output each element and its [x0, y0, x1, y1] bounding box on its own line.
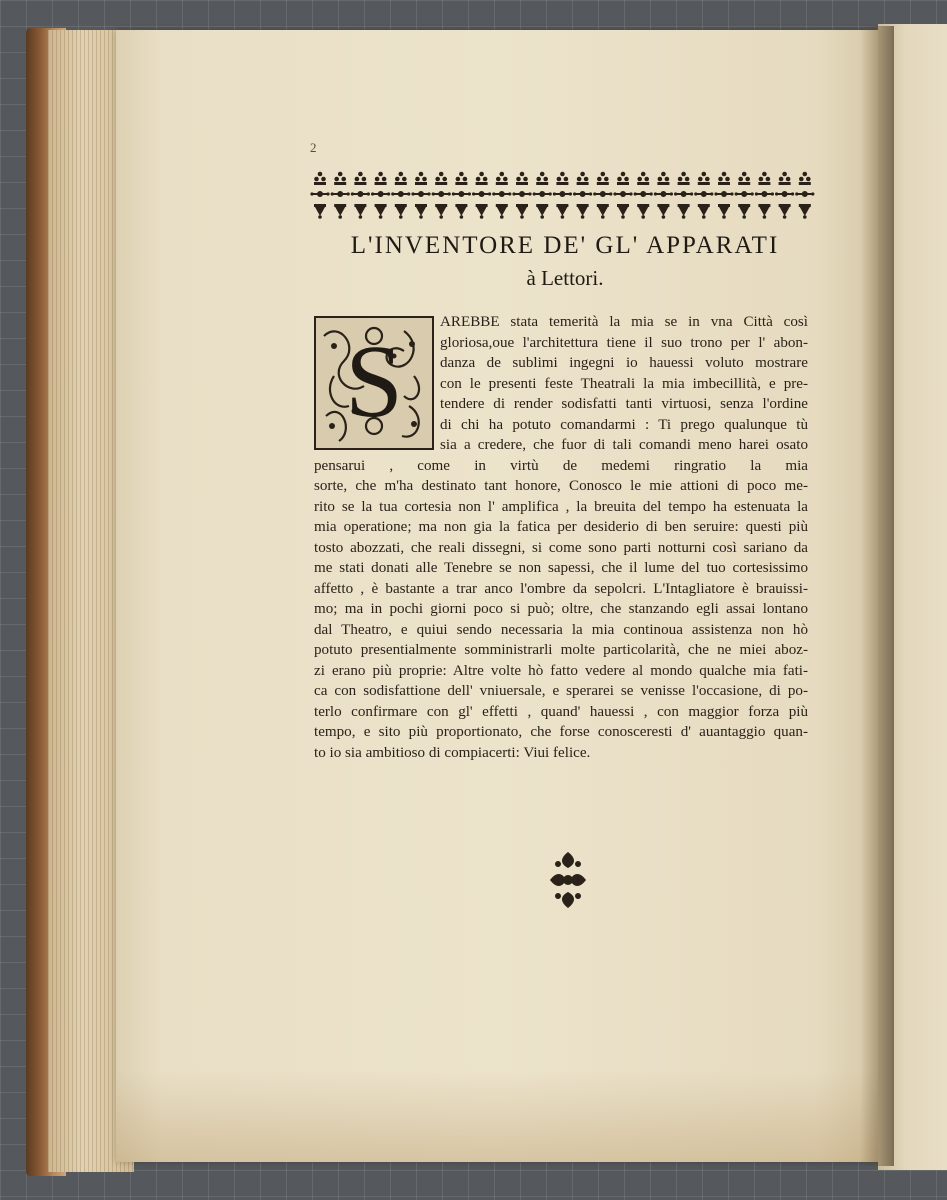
ornament-glyph	[496, 204, 508, 219]
text-line: dal Theatro, e quiui sendo necessaria la mia continoua assistenza non hò	[314, 621, 808, 638]
ornament-glyph	[375, 172, 387, 185]
ornament-glyph	[755, 191, 774, 197]
text-line: tempo, e sito più proportionato, che forse conosceresti d' auantaggio quan-	[314, 724, 808, 740]
text-line: mo; ma in pochi giorni poco si può; oltre, che stanzando egli assai lontano	[314, 601, 808, 617]
dropcap-letter: S	[345, 324, 403, 439]
ornament-glyph	[476, 204, 488, 219]
text-line: con le presenti feste Theatrali la mia imbecillità, e pre-	[440, 375, 808, 392]
ornament-glyph	[735, 191, 754, 197]
ornament-glyph	[536, 204, 548, 219]
text-line: di chi ha potuto comandarmi : Ti prego qualunque tù	[440, 416, 808, 433]
text-line: ca con sodisfattione dell' vniuersale, e sperarei se venisse l'occasione, di po-	[314, 683, 808, 699]
ornament-glyph	[556, 172, 568, 185]
ornament-glyph	[512, 191, 531, 197]
text-line: to io sia ambitioso di compiacerti: Viui felice.	[314, 744, 591, 761]
text-line: pensarui , come in virtù de medemi ringratio la mia	[314, 457, 808, 474]
ornament-glyph	[573, 191, 592, 197]
ornament-glyph	[617, 172, 629, 185]
ornament-glyph	[553, 191, 572, 197]
signature-mark: 2	[310, 140, 317, 155]
ornament-glyph	[371, 191, 390, 197]
ornament-glyph	[597, 172, 609, 185]
ornament-glyph	[657, 172, 669, 185]
ornament-glyph	[657, 204, 669, 219]
ornament-glyph	[334, 172, 346, 185]
ornament-band-icon	[310, 160, 818, 222]
ornament-glyph	[654, 191, 673, 197]
fleuron-ornament-icon	[548, 850, 588, 910]
ornament-glyph	[452, 191, 471, 197]
ornament-glyph	[314, 172, 326, 185]
ornament-glyph	[415, 172, 427, 185]
ornament-glyph	[492, 191, 511, 197]
ornament-glyph	[799, 204, 811, 219]
ornament-glyph	[637, 172, 649, 185]
text-line: tendere di render sodisfatti tanti virtuosi, senza l'ordine	[440, 396, 808, 412]
ornament-glyph	[758, 172, 770, 185]
ornament-glyph	[351, 191, 370, 197]
text-line: terlo confirmare con gl' effetti , quand' hauessi , con maggior forza più	[314, 703, 808, 720]
ornament-glyph	[718, 172, 730, 185]
text-line: AREBBE stata temerità la mia se in vna Città così	[440, 314, 808, 330]
ornament-glyph	[435, 172, 447, 185]
ornament-glyph	[613, 191, 632, 197]
text-line: sia a credere, che fuor di tali comandi meno harei osato	[440, 437, 808, 453]
ornament-glyph	[533, 191, 552, 197]
ornament-glyph	[738, 204, 750, 219]
ornament-glyph	[678, 172, 690, 185]
ornament-glyph	[593, 191, 612, 197]
ornament-glyph	[310, 191, 329, 197]
ornament-glyph	[714, 191, 733, 197]
page-title: L'INVENTORE DE' GL' APPARATI	[350, 232, 780, 259]
ornament-glyph	[694, 191, 713, 197]
ornament-glyph	[577, 172, 589, 185]
ornament-glyph	[779, 204, 791, 219]
ornament-glyph	[455, 204, 467, 219]
ornament-glyph	[674, 191, 693, 197]
ornament-glyph	[334, 204, 346, 219]
ornament-glyph	[476, 172, 488, 185]
ornament-glyph	[597, 204, 609, 219]
ornament-glyph	[577, 204, 589, 219]
ornament-glyph	[617, 204, 629, 219]
ornament-glyph	[516, 204, 528, 219]
ornament-glyph	[415, 204, 427, 219]
text-line: rito se la tua cortesia non l' amplifica , la breuita del tempo ha estenuata la	[314, 498, 808, 515]
ornament-glyph	[634, 191, 653, 197]
ornament-glyph	[799, 172, 811, 185]
ornament-glyph	[678, 204, 690, 219]
ornament-glyph	[314, 204, 326, 219]
ornament-glyph	[738, 172, 750, 185]
text-line: potuto presentialmente somministrarli molte particolarità, che ne miei aboz-	[314, 642, 808, 658]
text-line: zi erano più proprie: Altre volte hò fatto vedere al mondo qualche mia fati-	[314, 662, 808, 679]
ornament-glyph	[354, 172, 366, 185]
ornament-glyph	[795, 191, 814, 197]
ornament-glyph	[718, 204, 730, 219]
ornament-glyph	[331, 191, 350, 197]
ornament-glyph	[758, 204, 770, 219]
ornament-glyph	[354, 204, 366, 219]
ornament-glyph	[536, 172, 548, 185]
page-subtitle: à Lettori.	[526, 266, 604, 290]
ornament-glyph	[698, 204, 710, 219]
ornament-glyph	[395, 204, 407, 219]
book-gutter	[860, 26, 894, 1166]
decorated-initial-icon	[314, 316, 434, 450]
text-line: danza de sublimi ingegni io hauessi voluto mostrare	[440, 355, 808, 371]
ornament-glyph	[435, 204, 447, 219]
text-line: me stati donati alle Tenebre se non sapessi, che il lume del tuo cortesissimo	[314, 560, 808, 576]
text-line: mia operatione; ma non gia la fatica per desiderio di ben seruire: questi più	[314, 519, 808, 535]
text-line: affetto , è bastante a trar anco l'ombre da sepolcri. L'Intagliatore è brauissi-	[314, 580, 808, 597]
ornament-glyph	[779, 172, 791, 185]
ornament-glyph	[411, 191, 430, 197]
ornament-glyph	[432, 191, 451, 197]
ornament-glyph	[516, 172, 528, 185]
ornament-glyph	[472, 191, 491, 197]
text-line: gloriosa,oue l'architettura tiene il suo trono per l' abon-	[440, 334, 808, 351]
ornament-glyph	[455, 172, 467, 185]
ornament-glyph	[391, 191, 410, 197]
ornament-glyph	[395, 172, 407, 185]
ornament-glyph	[698, 172, 710, 185]
ornament-glyph	[637, 204, 649, 219]
ornament-glyph	[775, 191, 794, 197]
text-line: sorte, che m'ha destinato tant honore, Conosco le mie attioni di poco me-	[314, 478, 808, 494]
ornament-glyph	[496, 172, 508, 185]
ornament-glyph	[556, 204, 568, 219]
ornament-glyph	[375, 204, 387, 219]
text-line: tosto abozzati, che reali dissegni, si come sono parti notturni così sariano da	[314, 539, 808, 556]
